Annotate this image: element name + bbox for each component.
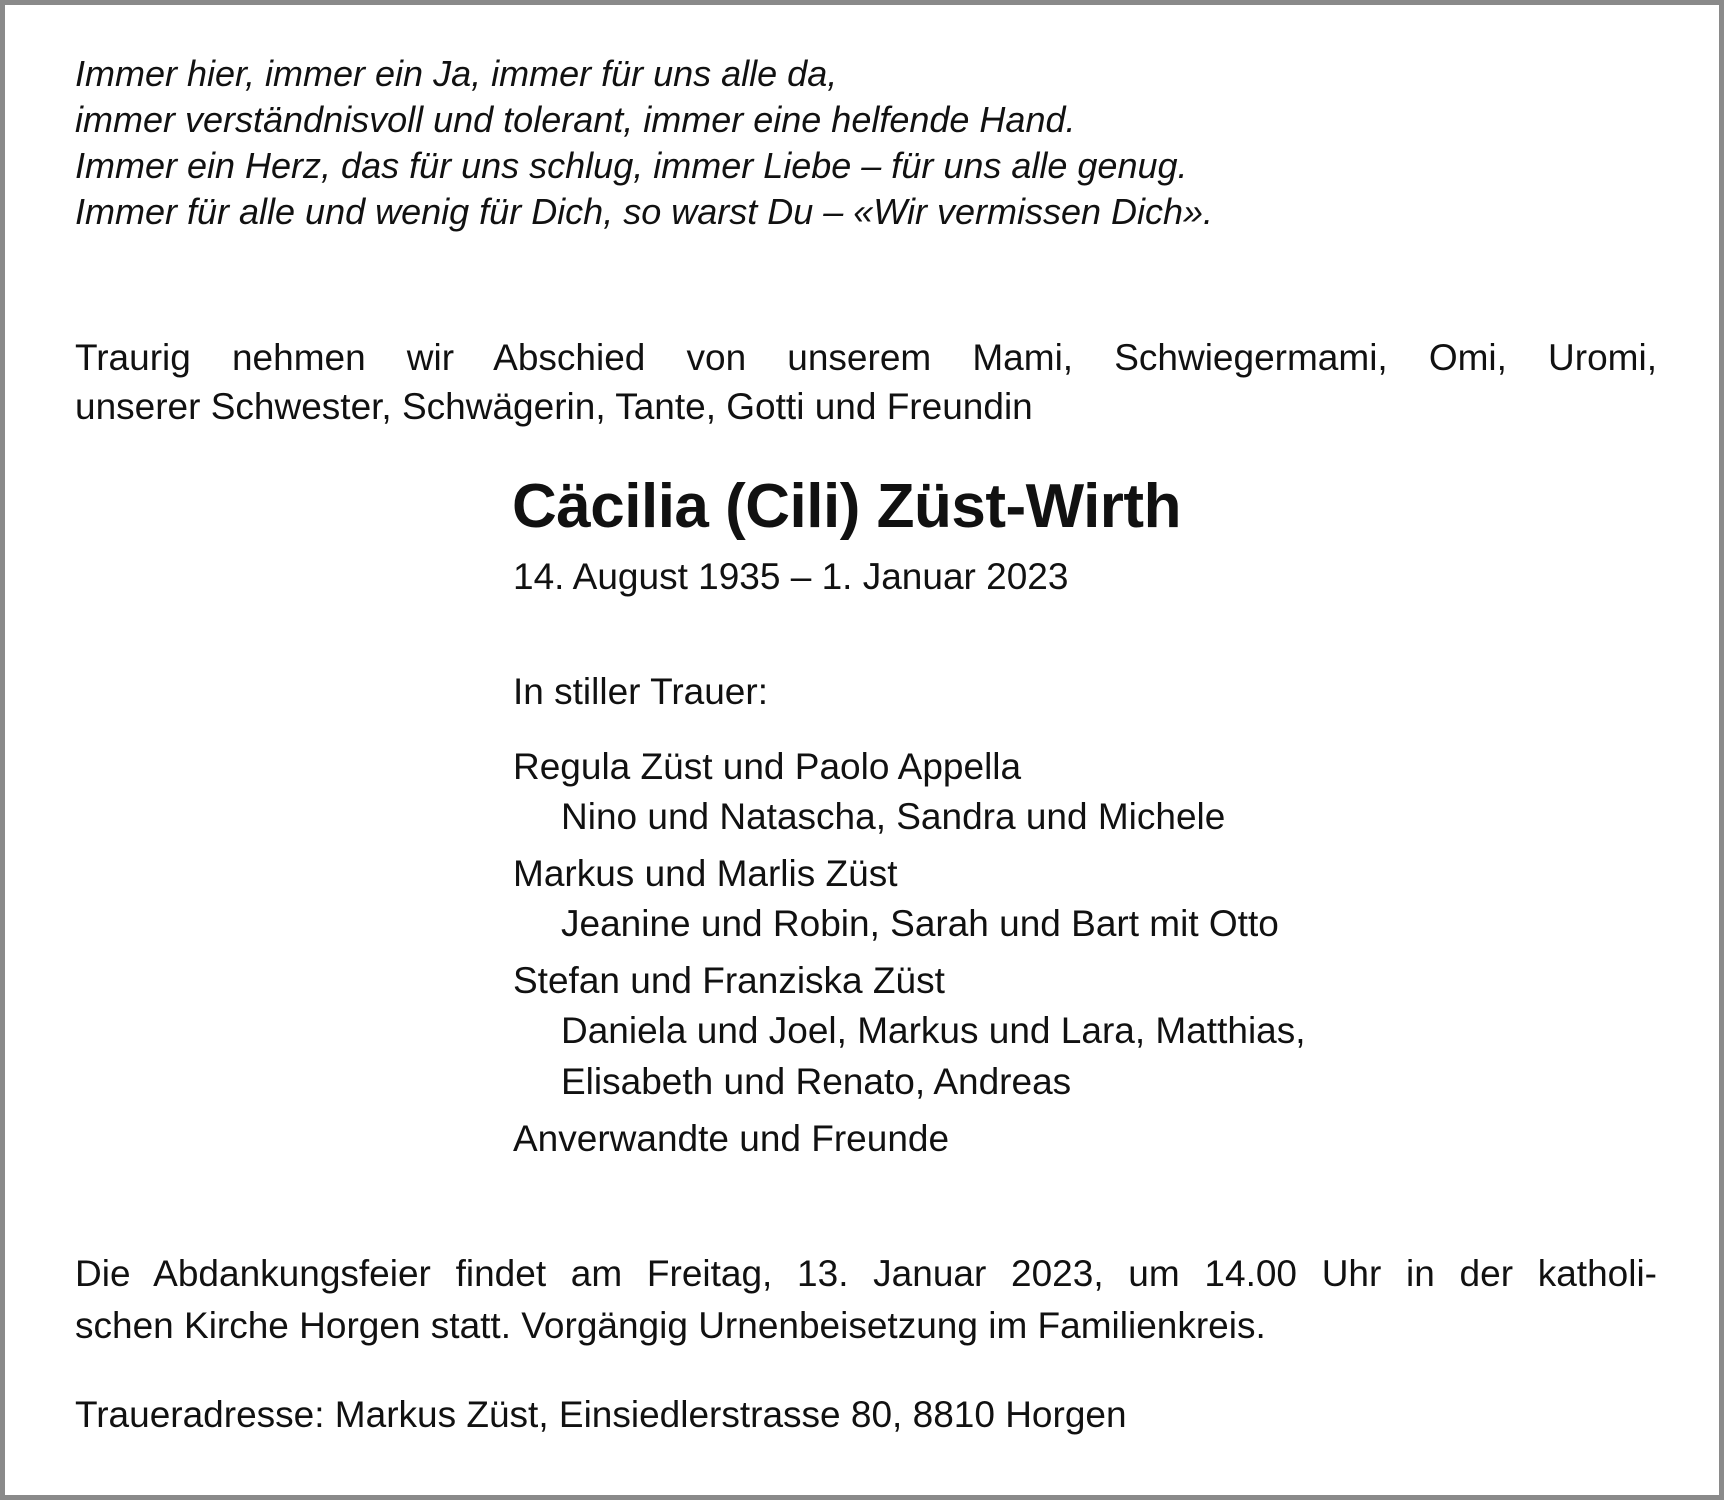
ceremony-line: Die Abdankungsfeier findet am Freitag, 13. Januar 2023, um 14.00 Uhr in der katholi- [75, 1253, 1657, 1294]
mourners-list [513, 669, 1513, 1163]
ceremony-info [75, 1248, 1657, 1352]
mourning-address: Traueradresse: Markus Züst, Einsiedlerstrasse 80, 8810 Horgen [75, 1394, 1127, 1435]
family-group [513, 850, 1513, 949]
poem [75, 51, 1675, 235]
family-group [513, 957, 1513, 1107]
life-dates: 14. August 1935 – 1. Januar 2023 [513, 556, 1069, 597]
family-group [513, 743, 1513, 842]
family-children: Daniela und Joel, Markus und Lara, Matthias, [561, 1010, 1306, 1051]
family-parent: Stefan und Franziska Züst [513, 960, 945, 1001]
mourners-heading: In stiller Trauer: [513, 671, 768, 712]
family-parent: Markus und Marlis Züst [513, 853, 898, 894]
family-children: Jeanine und Robin, Sarah und Bart mit Otto [561, 903, 1279, 944]
deceased-name: Cäcilia (Cili) Züst-Wirth [512, 472, 1181, 541]
poem-line: Immer hier, immer ein Ja, immer für uns alle da, [75, 53, 838, 94]
farewell-intro [75, 333, 1657, 431]
intro-line: Traurig nehmen wir Abschied von unserem Mami, Schwiegermami, Omi, Uromi, [75, 337, 1657, 378]
family-children: Elisabeth und Renato, Andreas [561, 1061, 1072, 1102]
intro-line: unserer Schwester, Schwägerin, Tante, Gotti und Freundin [75, 386, 1033, 427]
poem-line: Immer ein Herz, das für uns schlug, immer Liebe – für uns alle genug. [75, 145, 1188, 186]
ceremony-line: schen Kirche Horgen statt. Vorgängig Urnenbeisetzung im Familienkreis. [75, 1305, 1266, 1346]
relatives-and-friends: Anverwandte und Freunde [513, 1118, 950, 1159]
poem-line: Immer für alle und wenig für Dich, so warst Du – «Wir vermissen Dich». [75, 191, 1214, 232]
family-parent: Regula Züst und Paolo Appella [513, 746, 1022, 787]
poem-line: immer verständnisvoll und tolerant, immer eine helfende Hand. [75, 99, 1076, 140]
family-children: Nino und Natascha, Sandra und Michele [561, 796, 1226, 837]
